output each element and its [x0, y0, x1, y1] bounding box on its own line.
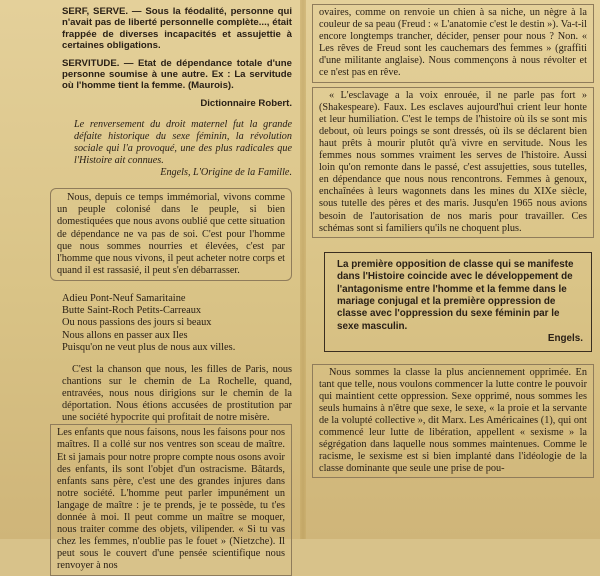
highlighted-paragraph-children — [50, 424, 292, 575]
epigraph-source: Engels, L'Origine de la Famille. — [160, 167, 292, 179]
epigraph-text: Le renversement du droit maternel fut la grande défaite historique du sexe féminin, la révolution sociale qui l'a provoqué, une des plus radicales que l'Histoire ait connues. — [74, 119, 292, 167]
paragraph-freud: ovaires, comme on renvoie un chien à sa niche, un nègre à la couleur de sa peau (Freud : « L'anatomie c'est le destin »). Va-t-il encore longtemps trancher, décider, penser pour nous ? Non. « Les rêves de Freud sont les cauchemars des femmes » (graffiti d'une militante anglaise). Nous commençons à nous révolter et ce n'est pas en rêve. — [319, 7, 588, 79]
right-column — [310, 0, 594, 539]
paragraph-colonized-people: Nous, depuis ce temps immémorial, vivons comme un peuple colonisé dans le peuple, si bien domestiquées que nous avons oublié que cette situation de dépendance ne va pas de soi. C'est pour l'homme que nous sommes nourries et élevées, c'est par l'homme que nous vivons, il peut acheter notre corps et quand il est rassasié, il peut s'en débarrasser. — [57, 192, 285, 276]
paragraph-children-masters: Les enfants que nous faisons, nous les faisons pour nos maîtres. Il a collé sur nos ventres son sceau de maître. Et si jamais pour notre propre compte nous osons avoir des enfants, ils sont l'objet d'un ostracisme. Bâtards, enfants sans père, c'est une des grandes injures dans notre société. L'homme peut parler impunément un langage de maître : je te prends, je te possède, tu t'es donnée à moi. Il peut comme un maître se moquer, nous traiter comme des objets, vilipender. « Si tu vas chez les femmes, n'oublie pas le fouet » (Nietzche). Il peut sous le couvert d'une pensée scientifique nous renvoyer à nos — [57, 427, 285, 572]
highlighted-paragraph-colonized — [50, 188, 292, 281]
song-line: Ou nous passions des jours si beaux — [62, 317, 212, 329]
left-column — [6, 0, 298, 572]
engels-quote-box — [324, 252, 592, 352]
highlighted-paragraph-slavery — [312, 87, 594, 238]
highlighted-paragraph-freud — [312, 4, 594, 83]
definition-servitude: SERVITUDE. — Etat de dépendance totale d'une personne soumise à une autre. Ex : La servitude où l'homme tient la femme. (Maurois). — [62, 57, 292, 92]
paragraph-paris-girls: C'est la chanson que nous, les filles de Paris, nous chantions sur le chemin de La Rochelle, quand, entravées, nous nous dirigions sur le chemin de la déportation. Nous étions accusées de prostitution par une société hypocrite qui profitait de notre misère. — [62, 363, 292, 424]
engels-quote-text: La première opposition de classe qui se manifeste dans l'Histoire coincide avec le développement de l'antagonisme entre l'homme et la femme dans le mariage conjugal et la première oppression de classe avec l'oppression du sexe féminin par le sexe masculin. — [337, 258, 574, 332]
song-line: Butte Saint-Roch Petits-Carreaux — [62, 305, 202, 317]
song-lyrics — [62, 293, 292, 354]
definition-serf: SERF, SERVE. — Sous la féodalité, personne qui n'avait pas de liberté personnelle complète..., était frappée de diverses incapacités et assujettie à certaines obligations. — [62, 6, 292, 52]
engels-quote-source: Engels. — [547, 333, 583, 345]
engels-epigraph — [74, 119, 292, 179]
song-line: Nous allons en passer aux Iles — [62, 329, 188, 341]
definitions-source: Dictionnaire Robert. — [200, 97, 292, 109]
paragraph-oppressed-class: Nous sommes la classe la plus anciennement opprimée. En tant que telle, nous voulons commencer la lutte contre le pouvoir qui maintient cette oppression. Sexe opprimé, nous sommes les seuls humains à n'être que sexe, le sexe, « la proie et la servante de la volupté collective », dit Marx. Les Américaines (1), qui ont commencé leur lutte de libération, appellent « sexisme » la ségrégation dans laquelle nous sommes maintenues. Comme le racisme, le sexisme est si bien implanté dans l'idéologie de la classe dominante que seule une prise de pou- — [319, 366, 587, 475]
song-line: Puisqu'on ne veut plus de nous aux villes. — [62, 341, 236, 353]
page-gutter — [300, 0, 306, 539]
song-line: Adieu Pont-Neuf Samaritaine — [62, 292, 186, 304]
paragraph-slavery: « L'esclavage a la voix enrouée, il ne parle pas fort » (Shakespeare). Faux. Les esclaves aujourd'hui crient leur honte et leur humiliation. C'est le temps de l'histoire où ils se sont mis debout, où leurs poings se sont dressés, où ils se déclarent bien haut prêts à mourir plutôt qu'à vivre en servitude. Nous les femmes nous sommes vraiment les serves de l'histoire. Aussi loin qu'on remonte dans le passé, c'est assujetties, sous tutelles, en dépendance que nous nous rencontrons. Femmes à genoux, enchaînées à leurs wagonnets dans les mines du XIXe siècle, sous tutelle des pères et des maris. Jusqu'en 1965 nous avions besoin de l'autorisation de nos maris pour travailler. Ces schémas sont si familiers qu'ils ne choquent plus. — [319, 89, 587, 234]
highlighted-paragraph-oppressed-class — [312, 364, 594, 479]
